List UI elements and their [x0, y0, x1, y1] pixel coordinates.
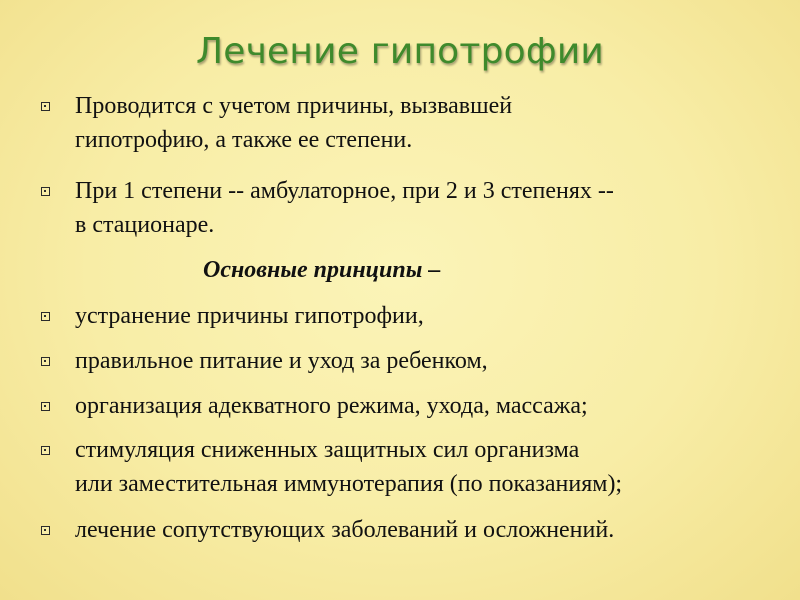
square-bullet-icon — [41, 357, 50, 366]
bullet-text — [75, 174, 787, 242]
principles-heading: Основные принципы – — [203, 257, 441, 283]
principle-text-line: лечение сопутствующих заболеваний и осложнений. — [75, 517, 615, 543]
square-bullet-icon — [41, 312, 50, 321]
principle-text — [75, 389, 787, 423]
principle-text-line: организация адекватного режима, ухода, массажа; — [75, 393, 588, 419]
square-bullet-icon — [41, 187, 50, 196]
principle-text-line: правильное питание и уход за ребенком, — [75, 348, 488, 374]
principle-text — [75, 344, 787, 378]
bullet-text-line: в стационаре. — [75, 212, 215, 238]
square-bullet-icon — [41, 446, 50, 455]
slide-title: Лечение гипотрофии — [195, 31, 605, 72]
principle-text — [75, 513, 787, 547]
square-bullet-icon — [41, 102, 50, 111]
principle-text — [75, 433, 787, 501]
bullet-text — [75, 89, 787, 157]
bullet-text-line: При 1 степени -- амбулаторное, при 2 и 3 степенях -- — [75, 178, 614, 204]
principle-text-line: стимуляция сниженных защитных сил организма — [75, 437, 580, 463]
bullet-text-line: гипотрофию, а также ее степени. — [75, 127, 413, 153]
square-bullet-icon — [41, 526, 50, 535]
square-bullet-icon — [41, 402, 50, 411]
principle-text — [75, 299, 787, 333]
bullet-text-line: Проводится с учетом причины, вызвавшей — [75, 93, 513, 119]
principle-text-line: или заместительная иммунотерапия (по показаниям); — [75, 471, 623, 497]
principle-text-line: устранение причины гипотрофии, — [75, 303, 424, 329]
